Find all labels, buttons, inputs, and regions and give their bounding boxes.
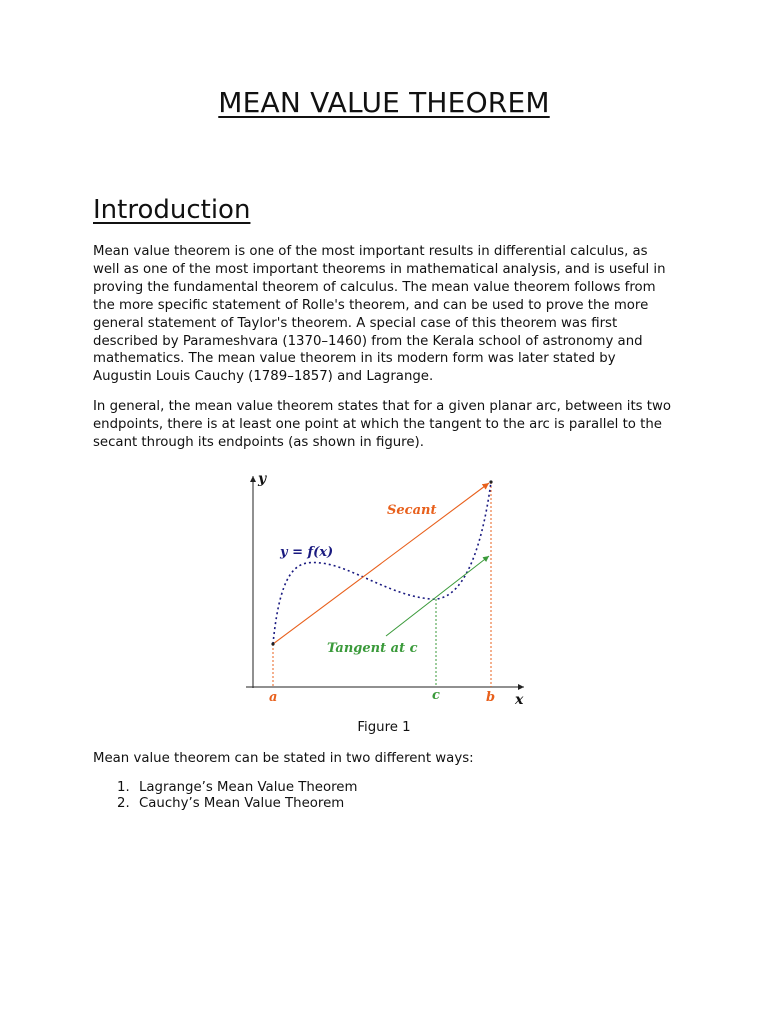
curve-label: y = f(x) [280, 545, 334, 560]
intro-paragraph: Mean value theorem is one of the most important results in differential calculus, as well as one of the most important theorems in mathematical analysis, and is useful in proving the fundamental theorem of calculus. The mean value theorem follows from the more specific statement of Rolle's theorem, and can be used to prove the more general statement of Taylor's theorem. A special case of this theorem was first described by Parameshvara (1370–1460) from the Kerala school of astronomy and mathematics. The mean value theorem in its modern form was later stated by Augustin Louis Cauchy (1789–1857) and Lagrange. [93, 244, 666, 385]
list-item-number: 1. [117, 780, 130, 795]
point-a-label: a [269, 690, 278, 705]
general-statement-paragraph: In general, the mean value theorem states that for a given planar arc, between its two endpoints, there is at least one point at which the tangent to the arc is parallel to the secant through its endpoints (as shown in figure). [93, 399, 672, 450]
point-b-label: b [486, 690, 496, 705]
mean-value-theorem-figure [236, 466, 536, 716]
section-heading-introduction: Introduction [93, 195, 251, 225]
y-axis-label: y [258, 471, 267, 487]
list-item-number: 2. [117, 796, 130, 811]
secant-label: Secant [387, 503, 437, 518]
tangent-line [386, 556, 489, 636]
list-item-text: Cauchy’s Mean Value Theorem [139, 796, 345, 811]
point-c-label: c [432, 688, 440, 703]
theorem-list [117, 780, 357, 812]
point-a-marker [271, 642, 274, 645]
figure-diagram [236, 466, 536, 716]
page-title: MEAN VALUE THEOREM [218, 86, 550, 119]
list-item [117, 780, 357, 796]
point-b-marker [489, 480, 492, 483]
x-axis-label: x [515, 692, 524, 708]
list-item [117, 796, 357, 812]
ways-paragraph: Mean value theorem can be stated in two different ways: [93, 751, 474, 766]
list-item-text: Lagrange’s Mean Value Theorem [139, 780, 358, 795]
tangent-label: Tangent at c [327, 641, 418, 656]
figure-caption: Figure 1 [357, 720, 411, 735]
